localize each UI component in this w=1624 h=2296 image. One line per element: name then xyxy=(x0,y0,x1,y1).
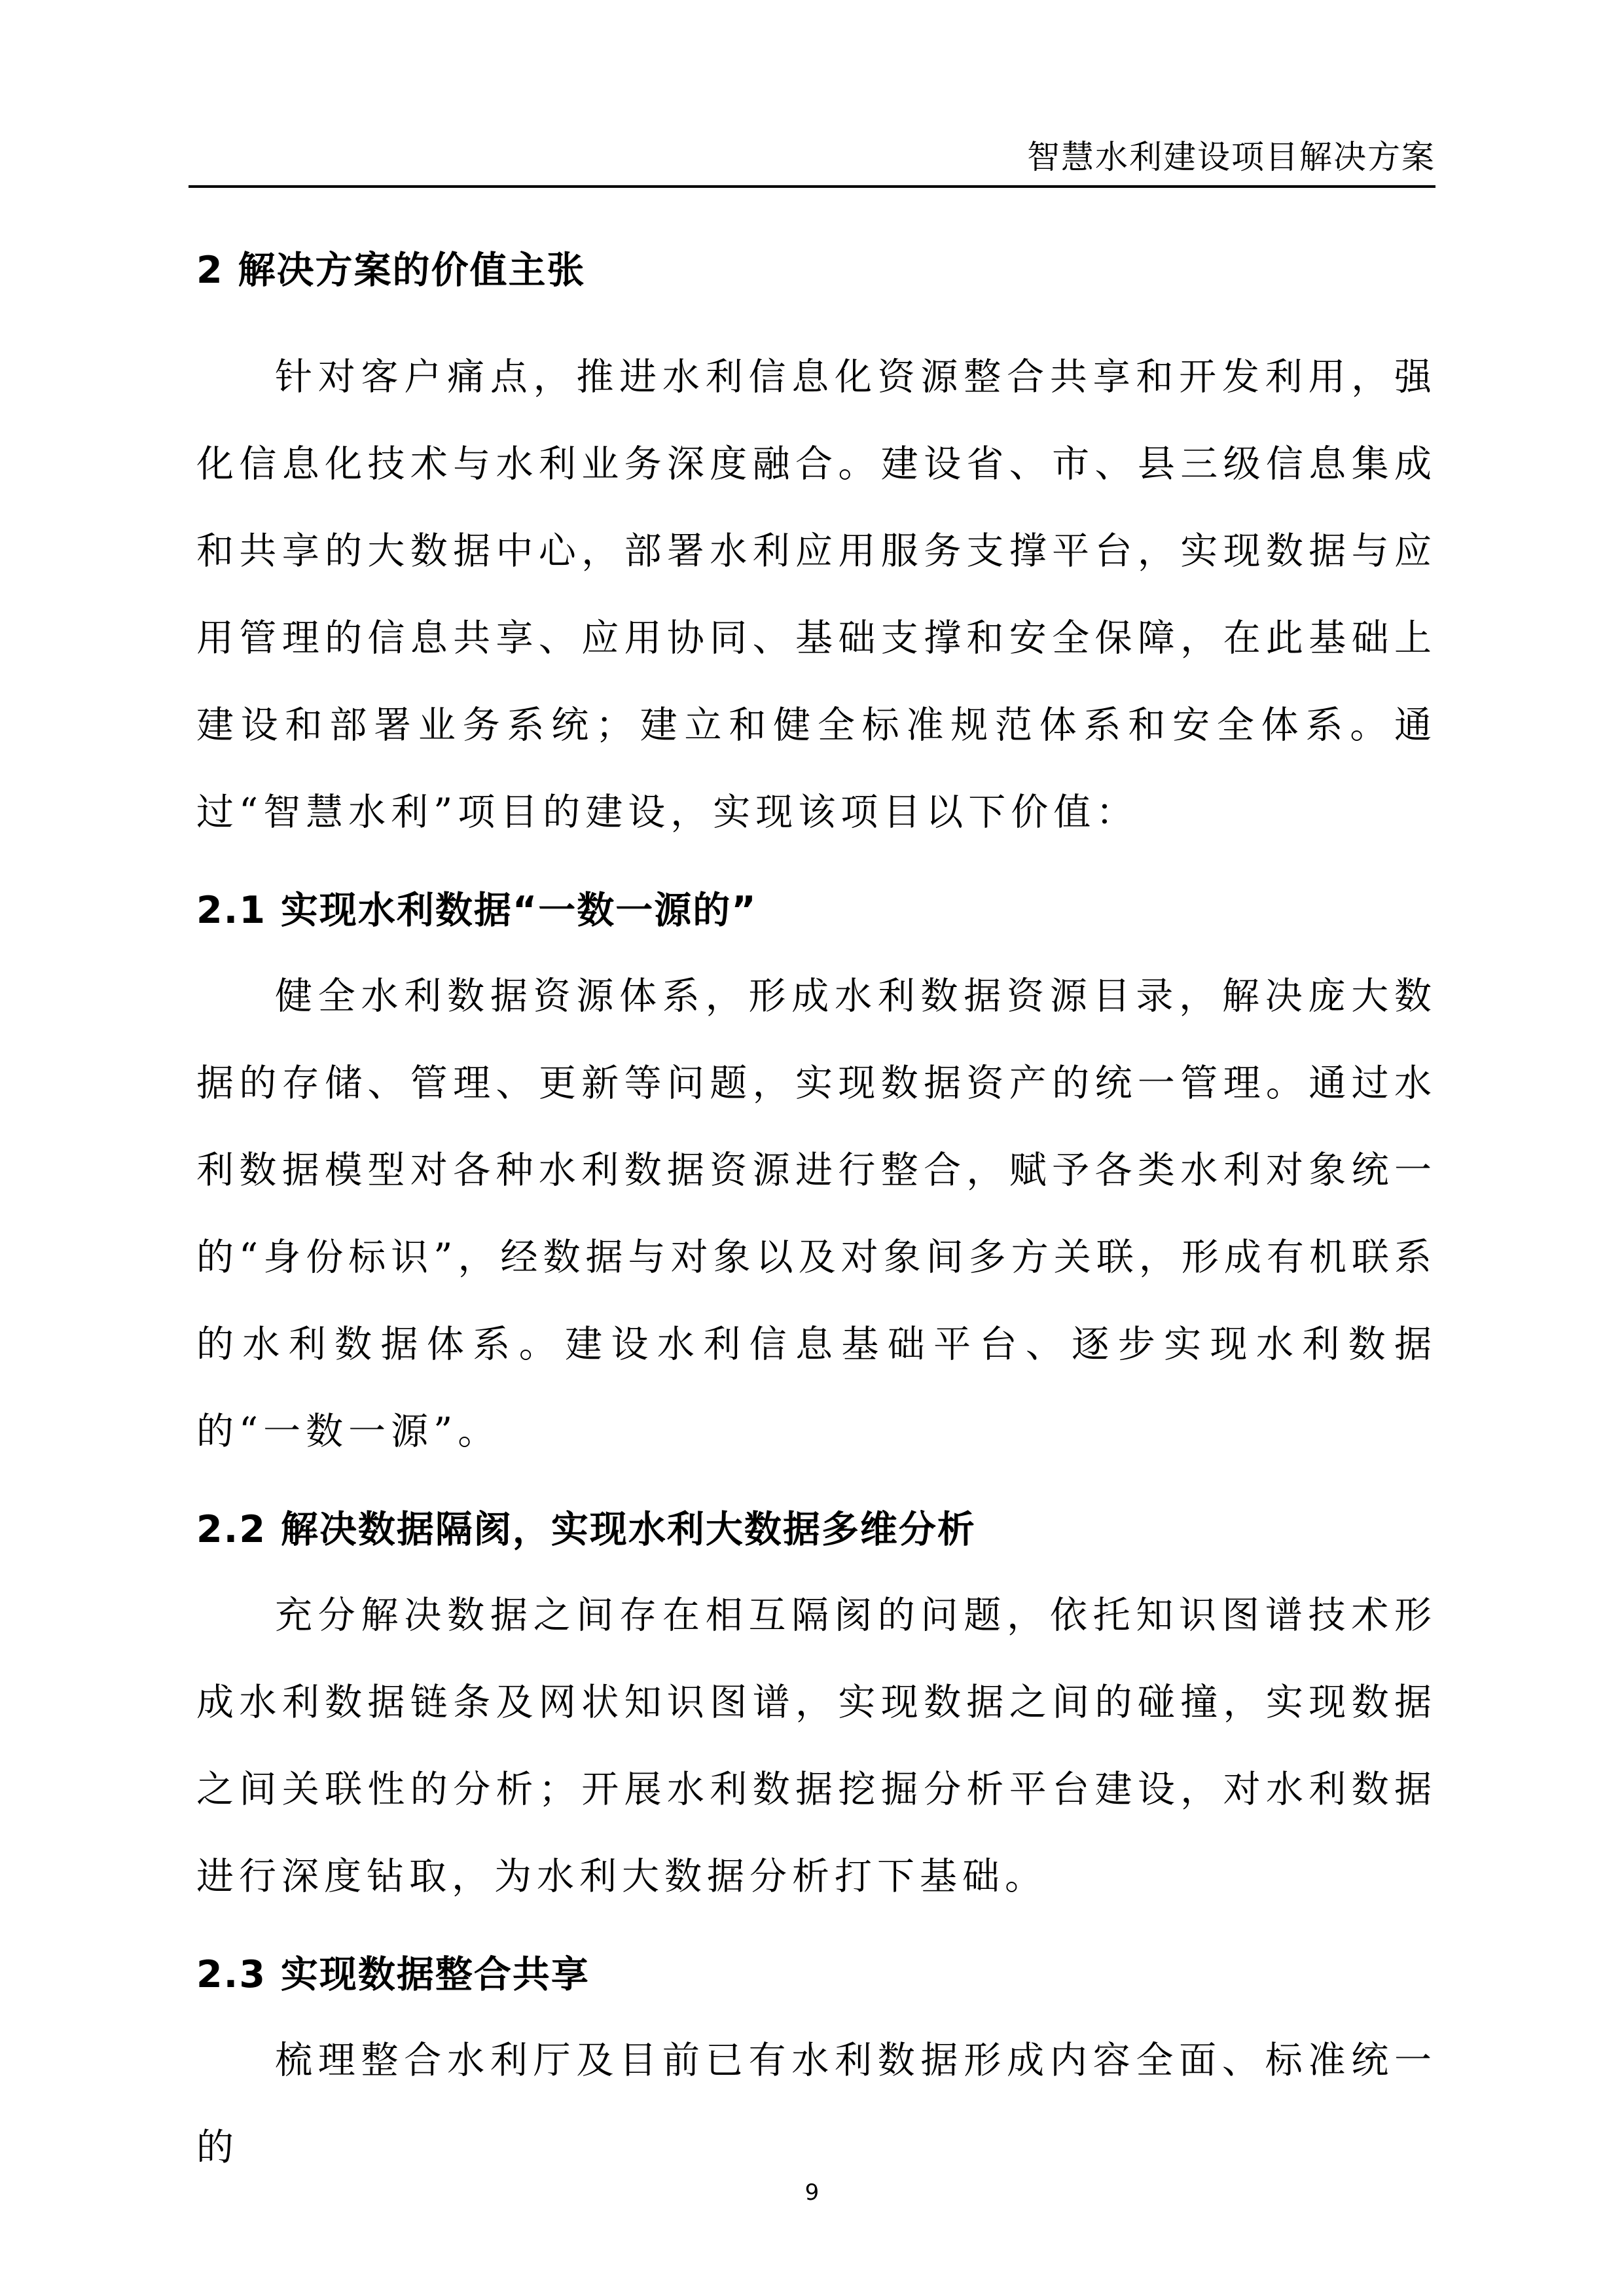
section-intro-paragraph: 针对客户痛点，推进水利信息化资源整合共享和开发利用，强化信息化技术与水利业务深度融合。建设省、市、县三级信息集成和共享的大数据中心，部署水利应用服务支撑平台，实现数据与应用管理的信息共享、应用协同、基础支撑和安全保障，在此基础上建设和部署业务系统；建立和健全标准规范体系和安全体系。通过“智慧水利”项目的建设，实现该项目以下价值： xyxy=(196,355,1437,834)
subsection-body-2-1: 健全水利数据资源体系，形成水利数据资源目录，解决庞大数据的存储、管理、更新等问题，实现数据资产的统一管理。通过水利数据模型对各种水利数据资源进行整合，赋予各类水利对象统一的“身份标识”，经数据与对象以及对象间多方关联，形成有机联系的水利数据体系。建设水利信息基础平台、逐步实现水利数据的“一数一源”。 xyxy=(196,975,1437,1453)
page-body xyxy=(196,242,1437,2191)
running-header-title: 智慧水利建设项目解决方案 xyxy=(1027,138,1435,176)
header-divider xyxy=(189,185,1435,188)
page-number: 9 xyxy=(804,2179,820,2206)
subsection-heading-2-3: 2.3 实现数据整合共享 xyxy=(196,1953,590,1996)
subsection-heading-2-1: 2.1 实现水利数据“一数一源的” xyxy=(196,889,757,932)
subsection-body-2-2: 充分解决数据之间存在相互隔阂的问题，依托知识图谱技术形成水利数据链条及网状知识图谱，实现数据之间的碰撞，实现数据之间关联性的分析；开展水利数据挖掘分析平台建设，对水利数据进行深度钻取，为水利大数据分析打下基础。 xyxy=(196,1594,1437,1898)
subsection-heading-2-2: 2.2 解决数据隔阂，实现水利大数据多维分析 xyxy=(196,1508,976,1551)
section-heading: 2 解决方案的价值主张 xyxy=(196,249,586,292)
subsection-body-2-3: 梳理整合水利厅及目前已有水利数据形成内容全面、标准统一的 xyxy=(196,2039,1437,2169)
